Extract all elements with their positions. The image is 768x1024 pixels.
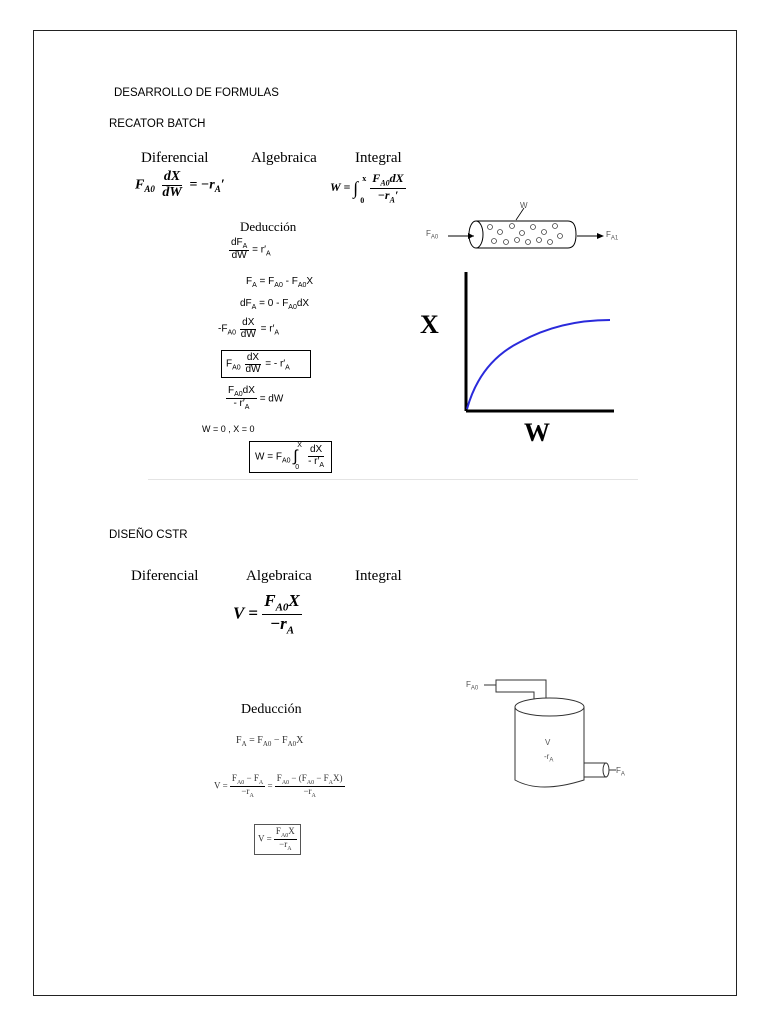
cstr-tank-diagram <box>460 672 630 802</box>
conversion-curve <box>467 320 610 409</box>
section-divider <box>148 479 638 480</box>
outlet-pipe <box>584 763 616 777</box>
page-border-double <box>33 992 737 996</box>
tank-rate-label: $-r_A$ <box>544 752 554 764</box>
graph-y-label: X <box>420 310 439 339</box>
cstr-step-2: V = $\frac{F_{A0} - F_A}{-r_A}$ = $\frac{F_{A0} - (F_{A0} - F_AX)}{-r_A}$ <box>214 773 343 799</box>
cstr-step-3-boxed: V = $\frac{F_{A0}X}{-r_A}$ <box>254 824 301 855</box>
batch-step-8-boxed: $W = F_{A0}$ ∫ X 0 $\frac{dX}{- r'_A}$ <box>249 441 332 473</box>
batch-step-1: $\frac{dF_A}{dW}$ = $r'_A$ <box>231 237 271 262</box>
tank-volume-label: V <box>545 738 551 747</box>
heading-cstr: DISEÑO CSTR <box>109 529 188 541</box>
cstr-col-integral: Integral <box>355 568 402 584</box>
reactor-catalyst-label: W <box>520 201 528 210</box>
cstr-design-equation: V = $\frac{F_{A0}X}{-r_A}$ <box>233 591 300 637</box>
batch-step-6: $\frac{F_{A0}dX}{- r'_A}$ = dW <box>228 385 284 412</box>
heading-batch: RECATOR BATCH <box>109 118 206 130</box>
tank-outlet-label: $F_A$ <box>616 766 625 778</box>
tank-inlet-label: $F_{A0}$ <box>466 680 479 692</box>
batch-step-7: W = 0 , X = 0 <box>202 424 255 434</box>
batch-step-4: $-F_{A0}$ $\frac{dX}{dW}$ = $r'_A$ <box>218 317 280 340</box>
batch-deduccion-title: Deducción <box>240 219 297 234</box>
batch-step-3: $dF_A = 0 - F_{A0}dX$ <box>240 298 310 311</box>
catalyst-particles <box>488 224 563 245</box>
batch-col-diferencial: Diferencial <box>141 150 209 166</box>
graph-x-label: W <box>524 418 550 447</box>
conversion-graph <box>460 272 620 417</box>
reactor-tube <box>469 221 576 248</box>
cstr-col-algebraica: Algebraica <box>246 568 312 584</box>
reactor-inlet-label: $F_{A0}$ <box>426 229 439 241</box>
batch-step-5-boxed: $F_{A0}$ $\frac{dX}{dW}$ = - $r'_A$ <box>221 350 311 378</box>
batch-eq-differential: $F_{A0}$ $\frac{dX}{dW}$ = $-r_A'$ <box>135 169 225 200</box>
batch-col-integral: Integral <box>355 150 402 166</box>
batch-eq-integral: W = ∫ x 0 $\frac{F_{A0}dX}{-r_A'}$ <box>330 171 404 205</box>
reactor-outlet-label: $F_{A1}$ <box>606 230 619 242</box>
batch-col-algebraica: Algebraica <box>251 150 317 166</box>
cstr-deduccion-title: Deducción <box>241 702 302 717</box>
cstr-step-1: $F_A = F_{A0} - F_{A0}X$ <box>236 735 304 748</box>
batch-step-2: $F_A = F_{A0} - F_{A0}X$ <box>246 276 314 289</box>
cstr-col-diferencial: Diferencial <box>131 568 199 584</box>
heading-main: DESARROLLO DE FORMULAS <box>114 87 279 99</box>
